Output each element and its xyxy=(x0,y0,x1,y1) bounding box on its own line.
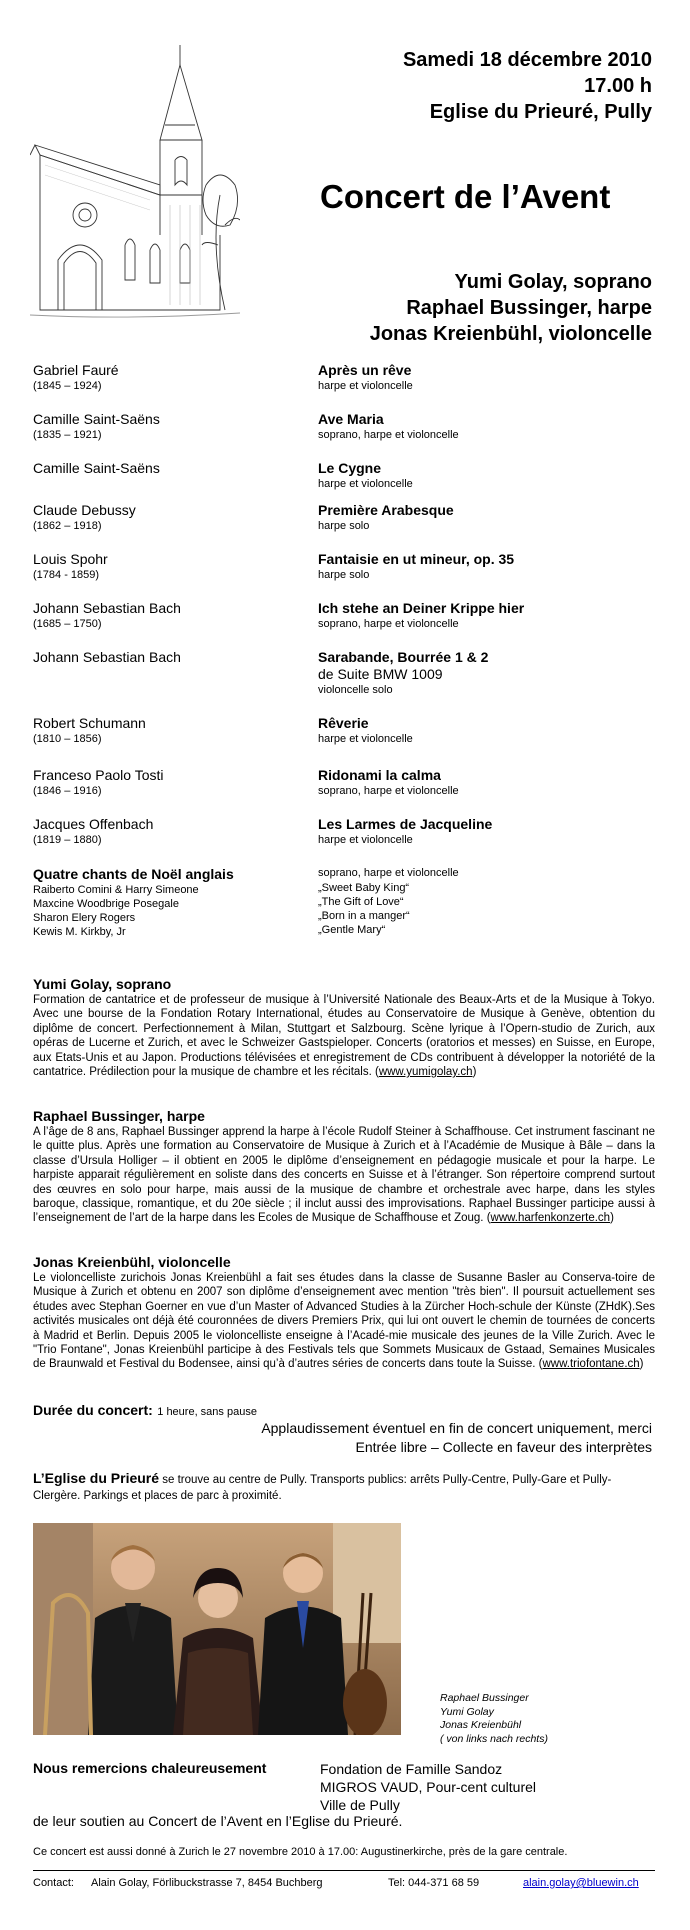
carol-song: „The Gift of Love“ xyxy=(318,896,404,908)
performer-3: Jonas Kreienbühl, violoncelle xyxy=(369,323,652,345)
duration-line xyxy=(33,1402,257,1420)
bio-text: Le violoncelliste zurichois Jonas Kreienbühl a fait ses études dans la classe de Susanne Basler au Conserva-toire de Musique à Zurich et obtenu en 2007 son diplôme d’enseignement avec mention "très bien". Il poursuit actuellement ses études avec Stephan Goerner en vue d’un Master of Advanced Studies à la Zürcher Hoch-schule der Künste (ZHdK).Ses activités musicales ont déjà été couronnées de divers Premiers Prix, qui lui ont ouvert le chemin de tournées de concerts à Madrid et Berlin. Depuis 2005 le violoncelliste enseigne à l’Acadé-mie musicale des jeunes de la Ville Zurich. Avec le "Trio Fontane", Jonas Kreienbühl participe à des Festivals tels que Sommets Musicaux de Gstaad, Semaines Musicales de Braunwald et Festival du Bodensee, ainsi qu’à d’autres séries de concerts dans toute la Suisse. (www.triofontane.ch) xyxy=(33,1272,655,1371)
bio-jonas xyxy=(33,1254,655,1372)
carol-composer: Maxcine Woodbrige Posegale xyxy=(33,898,179,910)
composer-years: (1835 – 1921) xyxy=(33,429,102,441)
concert-title: Concert de l’Avent xyxy=(320,178,611,215)
applause-note: Applaudissement éventuel en fin de concert uniquement, merci xyxy=(261,1420,652,1436)
composer-years: (1784 - 1859) xyxy=(33,569,100,581)
composer-years: (1685 – 1750) xyxy=(33,618,102,630)
work-title: Sarabande, Bourrée 1 & 2 xyxy=(318,649,489,665)
contact-line xyxy=(33,1875,658,1891)
composer-name: Johann Sebastian Bach xyxy=(33,600,181,616)
composer-years: (1862 – 1918) xyxy=(33,520,102,532)
work-instrumentation: harpe solo xyxy=(318,569,370,581)
composer-name: Robert Schumann xyxy=(33,715,146,731)
work-instrumentation: harpe et violoncelle xyxy=(318,478,413,490)
caption-line: Jonas Kreienbühl xyxy=(440,1719,522,1731)
footer-divider xyxy=(33,1870,655,1871)
work-title: Première Arabesque xyxy=(318,502,454,518)
performer-2: Raphael Bussinger, harpe xyxy=(406,297,652,319)
work-instrumentation: harpe et violoncelle xyxy=(318,733,413,745)
thanks-closing: de leur soutien au Concert de l’Avent en l’Eglise du Prieuré. xyxy=(33,1813,403,1829)
work-title: Ridonami la calma xyxy=(318,767,441,783)
work-instrumentation: harpe solo xyxy=(318,520,370,532)
work-title: Après un rêve xyxy=(318,362,412,378)
sponsor-item: MIGROS VAUD, Pour-cent culturel xyxy=(320,1779,537,1795)
sponsor-list xyxy=(320,1760,536,1814)
sponsor-item: Ville de Pully xyxy=(320,1797,400,1813)
carol-song: „Gentle Mary“ xyxy=(318,924,386,936)
church-text: se trouve au centre de Pully. Transports publics: arrêts Pully-Centre, Pully-Gare et Pully-Clergère. Parkings et places de parc à proximité. xyxy=(33,1474,612,1502)
caption-line: Yumi Golay xyxy=(440,1705,494,1718)
event-time: 17.00 h xyxy=(584,75,652,97)
photo-caption xyxy=(440,1692,548,1746)
caption-line: Raphael Bussinger xyxy=(440,1692,529,1704)
musicians-photo xyxy=(33,1523,401,1735)
composer-name: Jacques Offenbach xyxy=(33,816,154,832)
composer-name: Johann Sebastian Bach xyxy=(33,649,181,665)
work-title: Fantaisie en ut mineur, op. 35 xyxy=(318,551,515,567)
composer-years: (1810 – 1856) xyxy=(33,733,102,745)
contact-address: Alain Golay, Förlibuckstrasse 7, 8454 Buchberg xyxy=(91,1877,323,1889)
church-sketch-image xyxy=(30,45,240,335)
bio-yumi xyxy=(33,976,655,1079)
website-link[interactable]: www.triofontane.ch xyxy=(542,1358,640,1371)
carol-composer: Raiberto Comini & Harry Simeone xyxy=(33,884,199,896)
composer-name: Camille Saint-Saëns xyxy=(33,460,160,476)
entry-note: Entrée libre – Collecte en faveur des interprètes xyxy=(355,1439,652,1455)
work-title: Ave Maria xyxy=(318,411,384,427)
work-instrumentation: harpe et violoncelle xyxy=(318,380,413,392)
website-link[interactable]: www.yumigolay.ch xyxy=(378,1066,473,1079)
work-title: Ich stehe an Deiner Krippe hier xyxy=(318,600,525,616)
church-info xyxy=(33,1470,655,1504)
work-instrumentation: harpe et violoncelle xyxy=(318,834,413,846)
bio-text: A l’âge de 8 ans, Raphael Bussinger apprend la harpe à l’école Rudolf Steiner à Schaffhouse. Cet instrument fascinant ne le quitte plus. Après une formation au Conservatoire de Musique à Zurich et à l’Académie de Musique à Bâle – dans la classe d’Ursula Holliger – il obtient en 2005 le diplôme d’enseignement en pédagogie musicale et pour la harpe. Le harpiste apparait régulièrement en soliste dans des concerts en Suisse et à l’étranger. Son répertoire comprend surtout des œuvres en solo pour harpe, mais aussi de la musique de chambre et orchestrale avec harpe, dans les styles baroque, classique, romantique, et du 20e siècle ; il inclut aussi des improvisations. Raphael Bussinger participe aussi à l’enseignement de l’art de la harpe dans les Ecoles de Musique de Schaffhouse et Zoug. (www.harfenkonzerte.ch) xyxy=(33,1126,655,1225)
composer-name: Louis Spohr xyxy=(33,551,108,567)
bio-heading: Yumi Golay, soprano xyxy=(33,976,172,992)
composer-name: Camille Saint-Saëns xyxy=(33,411,160,427)
duration-label: Durée du concert: xyxy=(33,1402,153,1418)
event-date: Samedi 18 décembre 2010 xyxy=(402,49,652,71)
bio-heading: Jonas Kreienbühl, violoncelle xyxy=(33,1254,231,1270)
event-venue: Eglise du Prieuré, Pully xyxy=(429,101,652,123)
carol-composer: Kewis M. Kirkby, Jr xyxy=(33,926,126,938)
website-link[interactable]: www.harfenkonzerte.ch xyxy=(490,1212,611,1225)
work-title: Le Cygne xyxy=(318,460,382,476)
caption-line: ( von links nach rechts) xyxy=(440,1732,548,1745)
performer-1: Yumi Golay, soprano xyxy=(454,271,652,293)
work-title: Les Larmes de Jacqueline xyxy=(318,816,493,832)
work-subtitle: de Suite BMW 1009 xyxy=(318,666,443,682)
carol-song: „Born in a manger“ xyxy=(318,910,410,922)
carols-works xyxy=(318,866,658,937)
bio-text: Formation de cantatrice et de professeur de musique à l’Université Nationale des Beaux-Arts et de la Musique à Tokyo. Avec une bourse de la Fondation Rotary International, études au Conservatoire de Musique à Genève, obtention du diplôme de concert. Perfectionnement à Milan, Stuttgart et Salzbourg. Scène lyrique à l’Opern-studio de Zurich, aux opéras de Lucerne et Zurich, et avec le Schweizer Gastspieloper. Concerts (oratorios et messes) en Suisse, en Europe, aux Etats-Unis et au Japon. Productions télévisées et enregistrement de CDs contribuent à développer la notoriété de la cantatrice. Prédilection pour la musique de chambre et les récitals. (www.yumigolay.ch) xyxy=(33,994,655,1079)
carols-composers xyxy=(33,866,303,939)
work-instrumentation: soprano, harpe et violoncelle xyxy=(318,429,459,441)
composer-years: (1845 – 1924) xyxy=(33,380,102,392)
zurich-note: Ce concert est aussi donné à Zurich le 27 novembre 2010 à 17.00: Augustinerkirche, près de la gare centrale. xyxy=(33,1846,568,1858)
work-instrumentation: soprano, harpe et violoncelle xyxy=(318,618,459,630)
work-title: Rêverie xyxy=(318,715,369,731)
contact-label: Contact: xyxy=(33,1877,74,1889)
sponsor-item: Fondation de Famille Sandoz xyxy=(320,1761,503,1777)
bio-raphael xyxy=(33,1108,655,1226)
composer-years: (1819 – 1880) xyxy=(33,834,102,846)
carol-composer: Sharon Elery Rogers xyxy=(33,912,136,924)
contact-email-link[interactable]: alain.golay@bluewin.ch xyxy=(523,1877,639,1889)
composer-name: Gabriel Fauré xyxy=(33,362,119,378)
work-instrumentation: soprano, harpe et violoncelle xyxy=(318,785,459,797)
carol-song: „Sweet Baby King“ xyxy=(318,882,410,894)
church-label: L’Eglise du Prieuré xyxy=(33,1470,160,1486)
carols-title: Quatre chants de Noël anglais xyxy=(33,866,234,882)
work-instrumentation: violoncelle solo xyxy=(318,684,393,696)
composer-name: Claude Debussy xyxy=(33,502,136,518)
composer-years: (1846 – 1916) xyxy=(33,785,102,797)
duration-value: 1 heure, sans pause xyxy=(157,1406,257,1418)
carols-instrumentation: soprano, harpe et violoncelle xyxy=(318,867,459,879)
contact-phone: Tel: 044-371 68 59 xyxy=(388,1877,480,1889)
thanks-label: Nous remercions chaleureusement xyxy=(33,1760,267,1776)
composer-name: Franceso Paolo Tosti xyxy=(33,767,164,783)
bio-heading: Raphael Bussinger, harpe xyxy=(33,1108,205,1124)
